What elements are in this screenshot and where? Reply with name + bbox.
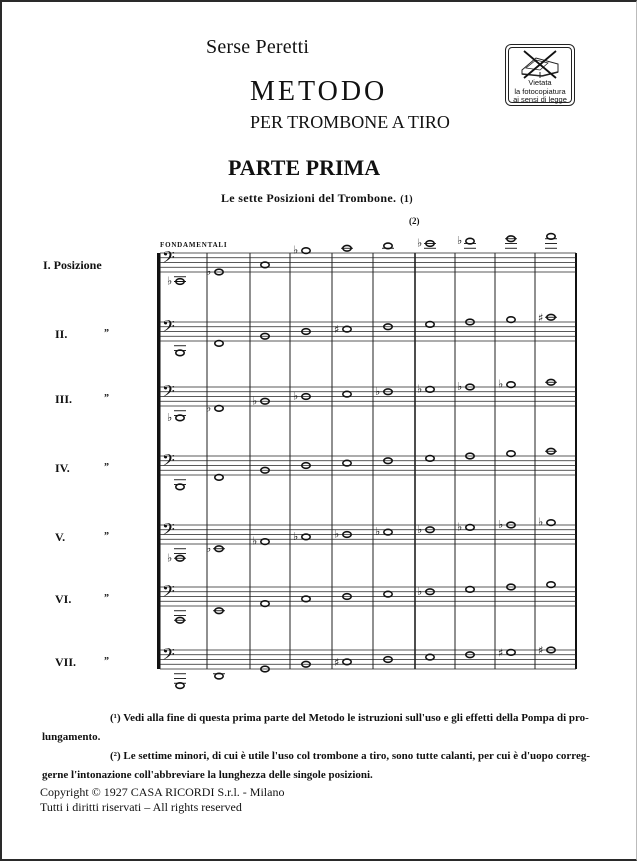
flat-icon: ♭ — [167, 274, 173, 288]
whole-note — [547, 582, 555, 588]
bass-clef-icon: 𝄢 — [162, 247, 175, 271]
bass-clef-icon: 𝄢 — [162, 450, 175, 474]
whole-note — [215, 475, 223, 481]
copyright-line: Copyright © 1927 CASA RICORDI S.r.l. - Milano — [40, 785, 285, 799]
whole-note — [426, 387, 434, 393]
composer-name: Serse Peretti — [206, 36, 310, 58]
whole-note — [507, 650, 515, 656]
whole-note — [507, 451, 515, 457]
whole-note — [426, 322, 434, 328]
ditto-mark: ” — [104, 393, 109, 404]
sharp-icon: ♯ — [334, 655, 340, 669]
ditto-mark: ” — [104, 531, 109, 542]
staff-label: I. Posizione — [43, 258, 102, 272]
ditto-mark: ” — [104, 328, 109, 339]
bass-clef-icon: 𝄢 — [162, 581, 175, 605]
ditto-mark: ” — [104, 462, 109, 473]
flat-icon: ♭ — [206, 401, 212, 415]
flat-icon: ♭ — [457, 520, 463, 534]
flat-icon: ♭ — [252, 394, 258, 408]
whole-note — [302, 534, 310, 540]
flat-icon: ♭ — [498, 518, 504, 531]
caption-footnote-mark: (1) — [400, 194, 413, 205]
column-footnote-mark: (2) — [409, 216, 420, 226]
footnote-2-line-2: gerne l'intonazione coll'abbreviare la lunghezza delle singole posizioni. — [42, 769, 373, 781]
flat-icon: ♭ — [417, 522, 423, 536]
stamp-line: ai sensi di legge — [513, 95, 567, 104]
flat-icon: ♭ — [293, 389, 299, 403]
whole-note — [466, 587, 474, 593]
flat-icon: ♭ — [293, 529, 299, 543]
bass-clef-icon: 𝄢 — [162, 381, 175, 405]
flat-icon: ♭ — [417, 236, 423, 250]
footnote-2-line-1 — [42, 747, 602, 766]
flat-icon: ♭ — [334, 527, 340, 541]
footnote-1 — [42, 709, 602, 747]
footnote-2-mark: (²) — [110, 750, 121, 762]
work-subtitle: PER TROMBONE A TIRO — [250, 112, 450, 132]
footnote-2-text: Le settime minori, di cui è utile l'uso col trombone a tiro, sono tutte calanti, per cui è d'uopo correg- — [123, 750, 591, 762]
ditto-mark: ” — [104, 656, 109, 667]
whole-note — [343, 460, 351, 466]
staff-label: III. — [55, 392, 73, 406]
staff-label: II. — [55, 327, 68, 341]
whole-note — [261, 539, 269, 545]
fondamentali-label: FONDAMENTALI — [160, 241, 228, 249]
staff-label: VII. — [55, 655, 77, 669]
bass-clef-icon: 𝄢 — [162, 644, 175, 668]
whole-note — [343, 659, 351, 665]
flat-icon: ♭ — [206, 265, 212, 278]
flat-icon: ♭ — [252, 534, 258, 548]
bass-clef-icon: 𝄢 — [162, 316, 175, 340]
work-title: METODO — [250, 76, 388, 107]
whole-note — [547, 520, 555, 526]
flat-icon: ♭ — [457, 234, 463, 248]
rights-line: Tutti i diritti riservati – All rights reserved — [40, 800, 242, 814]
whole-note — [343, 326, 351, 332]
flat-icon: ♭ — [538, 515, 544, 529]
sharp-icon: ♯ — [538, 311, 544, 325]
whole-note — [261, 262, 269, 268]
staff-label: IV. — [55, 461, 70, 475]
bass-clef-icon: 𝄢 — [162, 519, 175, 543]
whole-note — [384, 529, 392, 535]
flat-icon: ♭ — [167, 410, 173, 424]
sharp-icon: ♯ — [538, 644, 544, 657]
whole-note — [302, 248, 310, 254]
flat-icon: ♭ — [206, 541, 212, 555]
staff-label: VI. — [55, 592, 72, 606]
flat-icon: ♭ — [457, 380, 463, 393]
footnote-2 — [42, 747, 602, 785]
flat-icon: ♭ — [293, 243, 299, 257]
copyright-block — [40, 785, 284, 815]
footnote-1-line-2: lungamento. — [42, 731, 101, 743]
whole-note — [507, 317, 515, 323]
flat-icon: ♭ — [417, 382, 423, 396]
staff-label: V. — [55, 530, 66, 544]
flat-icon: ♭ — [375, 384, 381, 398]
whole-note — [343, 391, 351, 397]
sharp-icon: ♯ — [334, 323, 340, 337]
footnote-1-line-1 — [42, 709, 602, 728]
whole-note — [302, 596, 310, 602]
whole-note — [466, 525, 474, 531]
flat-icon: ♭ — [375, 525, 381, 539]
stamp-line: Vietata — [528, 78, 552, 87]
caption-text: Le sette Posizioni del Trombone. — [221, 191, 397, 205]
whole-note — [507, 382, 515, 388]
whole-note — [215, 406, 223, 412]
ditto-mark: ” — [104, 593, 109, 604]
whole-note — [261, 601, 269, 607]
whole-note — [426, 654, 434, 660]
whole-note — [426, 456, 434, 462]
whole-note — [215, 341, 223, 347]
flat-icon: ♭ — [498, 377, 504, 391]
footnote-1-mark: (¹) — [110, 712, 121, 724]
stamp-line: la fotocopiatura — [514, 86, 566, 96]
sharp-icon: ♯ — [498, 646, 504, 660]
flat-icon: ♭ — [417, 584, 423, 598]
part-title: PARTE PRIMA — [228, 155, 381, 180]
footnote-1-text: Vedi alla fine di questa prima parte del Metodo le istruzioni sull'uso e gli effetti della Pompa di pro- — [123, 712, 589, 724]
whole-note — [384, 591, 392, 597]
flat-icon: ♭ — [167, 551, 173, 565]
